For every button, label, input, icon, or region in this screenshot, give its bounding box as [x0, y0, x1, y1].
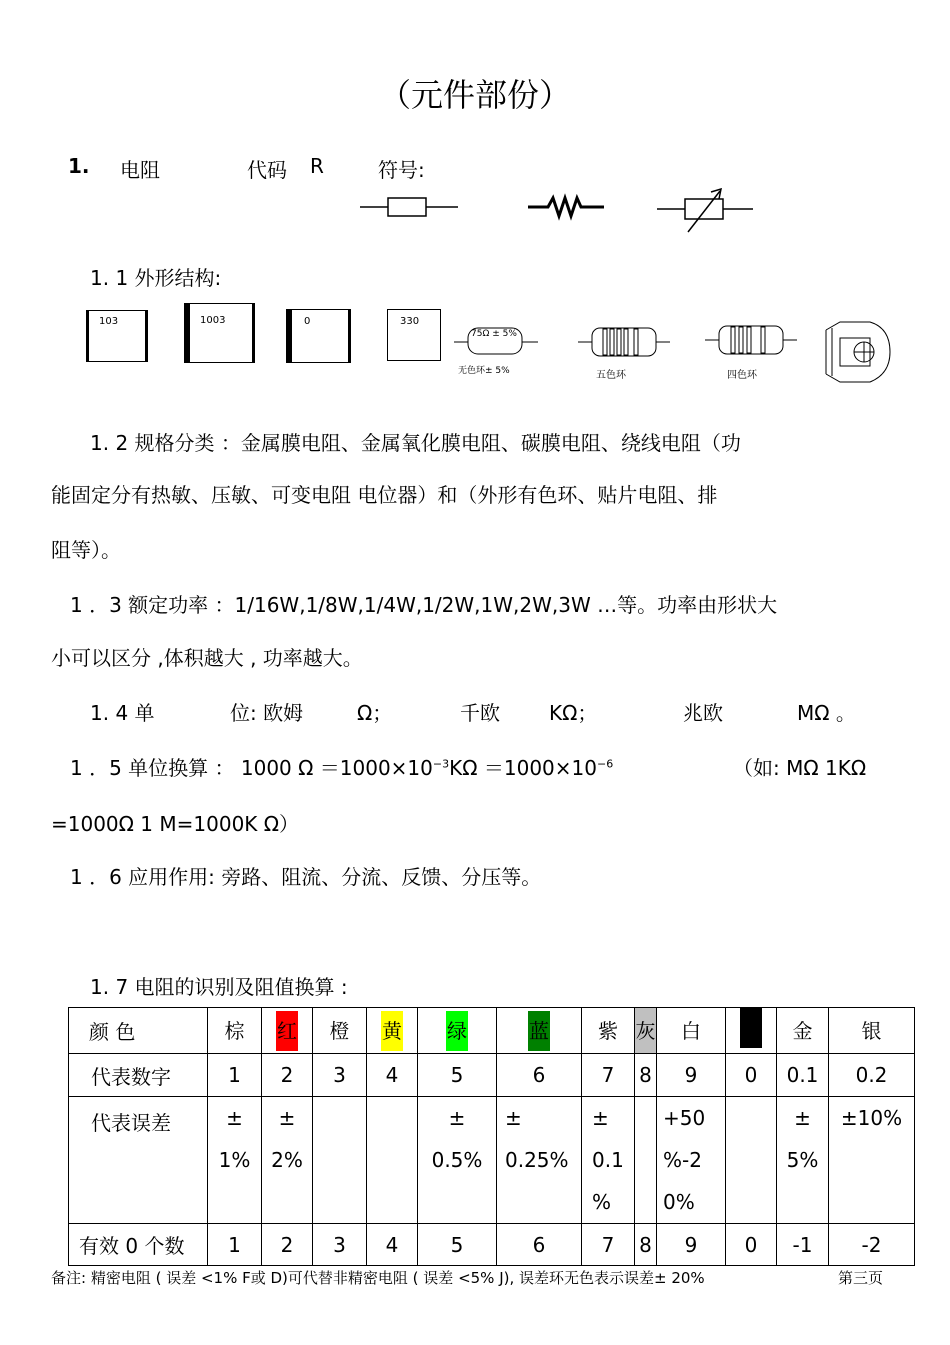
color-swatch: 红 — [276, 1011, 298, 1051]
four-band-label: 四色环 — [727, 370, 757, 381]
digit-cell: 2 — [262, 1054, 313, 1097]
zeros-cell: -1 — [777, 1224, 829, 1266]
smd-resistor-330 — [387, 309, 441, 361]
zeros-cell: 2 — [262, 1224, 313, 1266]
digit-cell: 8 — [635, 1054, 657, 1097]
fixed-resistor-symbol — [360, 198, 458, 216]
zeros-cell: 1 — [208, 1224, 262, 1266]
tolerance-cell — [657, 1097, 726, 1224]
zeros-cell: 8 — [635, 1224, 657, 1266]
potentiometer-shape — [818, 318, 896, 386]
s16-line: 1 ．6 应用作用: 旁路、阻流、分流、反馈、分压等。 — [70, 865, 542, 889]
color-swatch: 灰 — [635, 1018, 656, 1043]
s12-line1: 1. 2 规格分类 ：金属膜电阻、金属氧化膜电阻、碳膜电阻、绕线电阻（功 — [90, 431, 741, 455]
tolerance-cell — [367, 1097, 418, 1224]
four-band-resistor — [703, 320, 799, 360]
tolerance-cell — [262, 1097, 313, 1224]
page-title: （元件部份） — [378, 76, 571, 114]
digit-cell: 0.1 — [777, 1054, 829, 1097]
axial-resistor-no-band — [452, 318, 542, 360]
section-number: 1. — [68, 154, 90, 178]
color-swatch: 金 — [792, 1018, 813, 1043]
no-band-label: 无色环± 5% — [458, 366, 510, 376]
s14-kilo: 千欧 — [460, 701, 500, 725]
row-label-tolerance: 代表误差 — [69, 1097, 208, 1224]
tolerance-cell — [418, 1097, 497, 1224]
tol-line: 1% — [218, 1148, 251, 1172]
tolerance-cell — [726, 1097, 777, 1224]
s15-exp1: −3 — [432, 757, 450, 771]
digit-cell: 7 — [582, 1054, 635, 1097]
smd-code: 103 — [99, 316, 119, 327]
smd-code: 0 — [304, 316, 311, 327]
digit-cell: 0.2 — [829, 1054, 915, 1097]
color-cell — [418, 1008, 497, 1054]
color-cell — [726, 1008, 777, 1054]
s15-suffix: （如: MΩ 1KΩ — [733, 756, 867, 780]
s13-line1: 1 ．3 额定功率 ：1/16W,1/8W,1/4W,1/2W,1W,2W,3W …等。功率由形状大 — [70, 593, 778, 617]
tol-line: ± — [592, 1106, 609, 1130]
tol-line: 0.1 — [592, 1148, 624, 1172]
tolerance-cell — [497, 1097, 582, 1224]
s12-line3: 阻等）。 — [51, 538, 121, 562]
color-cell — [582, 1008, 635, 1054]
tol-line: 0.5% — [431, 1148, 483, 1172]
zeros-cell: 3 — [313, 1224, 367, 1266]
tol-line: ±10% — [840, 1106, 903, 1130]
tolerance-row — [69, 1097, 915, 1224]
tol-line: % — [592, 1190, 612, 1214]
smd-resistor-1003 — [184, 303, 255, 363]
zeros-row — [69, 1224, 915, 1266]
color-swatch — [740, 1008, 762, 1048]
tol-line: ± — [505, 1106, 522, 1130]
five-band-label: 五色环 — [596, 370, 626, 381]
code-label: 代码 — [247, 158, 287, 182]
zeros-cell: -2 — [829, 1224, 915, 1266]
s15-line1 — [70, 752, 613, 781]
digit-row — [69, 1054, 915, 1097]
tol-line: ± — [794, 1106, 811, 1130]
color-cell — [367, 1008, 418, 1054]
row-label-zeros: 有效 0 个数 — [69, 1224, 208, 1266]
color-swatch: 绿 — [446, 1011, 468, 1051]
digit-cell: 4 — [367, 1054, 418, 1097]
tol-line: 0.25% — [505, 1148, 569, 1172]
digit-cell: 0 — [726, 1054, 777, 1097]
digit-cell: 1 — [208, 1054, 262, 1097]
page-number: 第三页 — [838, 1269, 884, 1287]
digit-cell: 3 — [313, 1054, 367, 1097]
tol-line: 5% — [786, 1148, 819, 1172]
color-cell — [262, 1008, 313, 1054]
s14-unit-label: 位: 欧姆 — [230, 701, 304, 725]
tol-line: 2% — [271, 1148, 303, 1172]
smd-resistor-103 — [86, 310, 148, 362]
smd-code: 1003 — [200, 315, 226, 326]
tolerance-cell — [313, 1097, 367, 1224]
s15-mid: KΩ ＝1000×10 — [449, 756, 597, 780]
tol-line: +50 — [663, 1106, 706, 1130]
tolerance-cell — [208, 1097, 262, 1224]
tolerance-cell — [829, 1097, 915, 1224]
s13-line2: 小可以区分 ,体积越大 , 功率越大。 — [51, 646, 363, 670]
color-swatch: 黄 — [381, 1011, 403, 1051]
five-band-resistor — [576, 322, 672, 362]
symbol-label: 符号: — [378, 158, 425, 182]
tolerance-cell — [777, 1097, 829, 1224]
color-swatch: 棕 — [224, 1018, 245, 1043]
s15-prefix: 1 ．5 单位换算 ： 1000 Ω ＝1000×10 — [70, 756, 433, 780]
color-cell — [657, 1008, 726, 1054]
tol-line: %-2 — [663, 1148, 702, 1172]
tolerance-cell — [582, 1097, 635, 1224]
zeros-cell: 4 — [367, 1224, 418, 1266]
code-value: R — [310, 154, 324, 178]
variable-resistor-symbol — [657, 189, 753, 232]
digit-cell: 9 — [657, 1054, 726, 1097]
row-label-digit: 代表数字 — [69, 1054, 208, 1097]
zeros-cell: 6 — [497, 1224, 582, 1266]
tolerance-cell — [635, 1097, 657, 1224]
color-swatch: 紫 — [598, 1018, 618, 1043]
tol-line: ± — [448, 1106, 466, 1130]
s14-prefix: 1. 4 单 — [90, 701, 155, 725]
s11-heading: 1. 1 外形结构: — [90, 266, 222, 290]
color-swatch: 蓝 — [528, 1011, 550, 1051]
resistor-value-label: 75Ω ± 5% — [471, 329, 517, 339]
color-swatch: 橙 — [329, 1018, 350, 1043]
smd-code: 330 — [400, 316, 420, 327]
smd-resistor-0 — [286, 309, 351, 363]
color-code-table — [68, 1007, 915, 1266]
tol-line: ± — [278, 1106, 296, 1130]
zeros-cell: 9 — [657, 1224, 726, 1266]
s17-heading: 1. 7 电阻的识别及阻值换算 : — [90, 975, 348, 999]
color-cell — [497, 1008, 582, 1054]
color-cell — [829, 1008, 915, 1054]
s15-exp2: −6 — [596, 757, 614, 771]
color-swatch: 银 — [861, 1018, 882, 1043]
zeros-cell: 5 — [418, 1224, 497, 1266]
zeros-cell: 7 — [582, 1224, 635, 1266]
color-cell — [777, 1008, 829, 1054]
tol-line: 0% — [663, 1190, 695, 1214]
color-swatch: 白 — [681, 1018, 701, 1043]
row-label-color: 颜 色 — [69, 1008, 208, 1054]
tol-line: ± — [226, 1106, 243, 1130]
zigzag-resistor-symbol — [528, 198, 604, 216]
color-cell — [635, 1008, 657, 1054]
section-name: 电阻 — [120, 158, 160, 182]
s14-mega: 兆欧 — [683, 701, 723, 725]
s14-ohm: Ω； — [357, 701, 393, 725]
color-cell — [208, 1008, 262, 1054]
s14-mohm: MΩ 。 — [797, 701, 856, 725]
s12-line2: 能固定分有热敏、压敏、可变电阻 电位器）和（外形有色环、贴片电阻、排 — [51, 483, 718, 507]
digit-cell: 6 — [497, 1054, 582, 1097]
color-row — [69, 1008, 915, 1054]
resistor-symbols — [355, 188, 765, 238]
digit-cell: 5 — [418, 1054, 497, 1097]
s15-line2: =1000Ω 1 M=1000K Ω） — [51, 812, 300, 836]
footnote: 备注: 精密电阻 ( 误差 <1% F或 D)可代替非精密电阻 ( 误差 <5% J), 误差环无色表示误差± 20% — [51, 1269, 705, 1287]
zeros-cell: 0 — [726, 1224, 777, 1266]
color-cell — [313, 1008, 367, 1054]
s14-kohm: KΩ； — [549, 701, 598, 725]
